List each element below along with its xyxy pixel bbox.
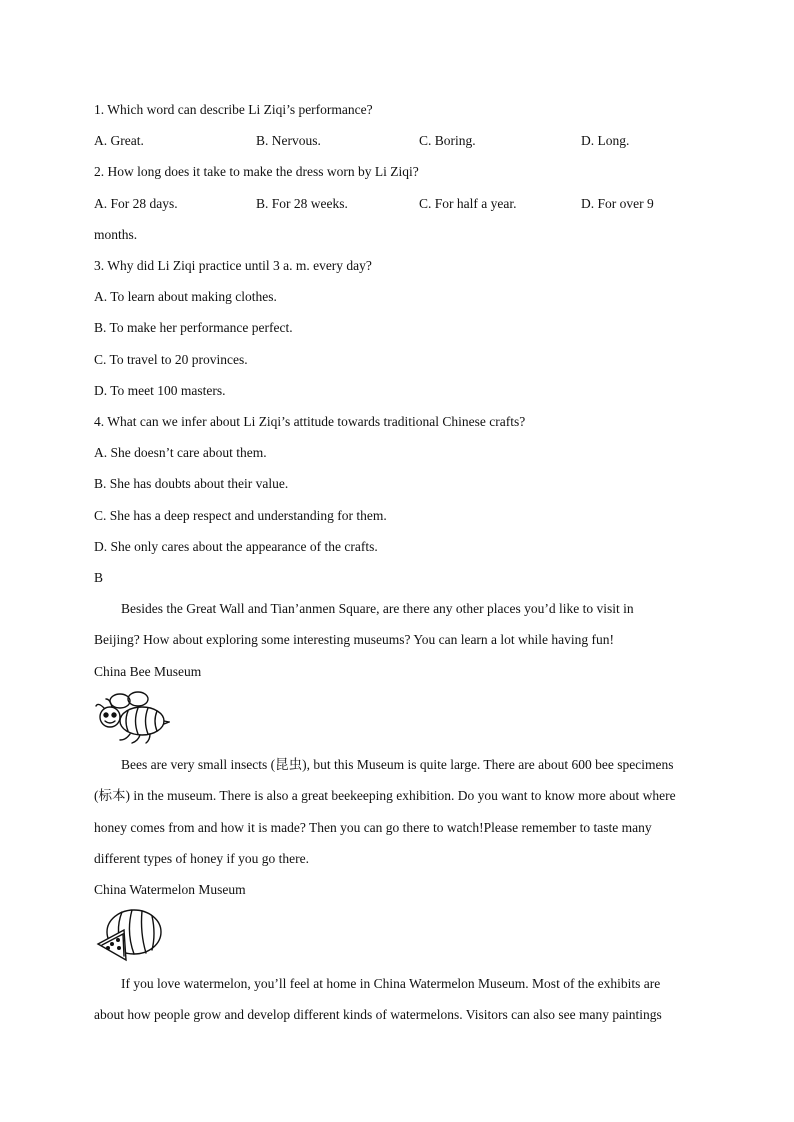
q1-option-c: C. Boring.	[419, 133, 476, 148]
bee-text-line-1: Bees are very small insects (昆虫), but this Museum is quite large. There are about 600 bee specimens	[121, 757, 674, 772]
question-4: 4. What can we infer about Li Ziqi’s attitude towards traditional Chinese crafts?	[94, 414, 526, 429]
watermelon-text-line-2: about how people grow and develop different kinds of watermelons. Visitors can also see many paintings	[94, 1007, 662, 1022]
q4-option-b: B. She has doubts about their value.	[94, 476, 289, 491]
q3-option-d: D. To meet 100 masters.	[94, 383, 226, 398]
q4-option-d: D. She only cares about the appearance of the crafts.	[94, 539, 378, 554]
q4-option-c: C. She has a deep respect and understanding for them.	[94, 508, 387, 523]
q2-option-d-wrap: months.	[94, 227, 138, 242]
watermelon-text-line-1: If you love watermelon, you’ll feel at home in China Watermelon Museum. Most of the exhibits are	[121, 976, 661, 991]
q1-option-b: B. Nervous.	[256, 133, 321, 148]
q3-option-c: C. To travel to 20 provinces.	[94, 352, 248, 367]
intro-line-1: Besides the Great Wall and Tian’anmen Square, are there any other places you’d like to visit in	[121, 601, 634, 616]
bee-text-line-2: (标本) in the museum. There is also a great beekeeping exhibition. Do you want to know more about where	[94, 788, 676, 803]
question-2: 2. How long does it take to make the dress worn by Li Ziqi?	[94, 164, 419, 179]
watermelon-illustration-icon	[94, 906, 164, 966]
q2-option-d: D. For over 9	[581, 196, 654, 211]
q1-option-a: A. Great.	[94, 133, 144, 148]
bee-text-line-3: honey comes from and how it is made? Then you can go there to watch!Please remember to taste many	[94, 820, 652, 835]
bee-illustration-icon	[94, 689, 170, 745]
q3-option-b: B. To make her performance perfect.	[94, 320, 293, 335]
q2-option-a: A. For 28 days.	[94, 196, 178, 211]
q1-option-d: D. Long.	[581, 133, 630, 148]
section-b-label: B	[94, 570, 104, 585]
q4-option-a: A. She doesn’t care about them.	[94, 445, 267, 460]
q2-option-c: C. For half a year.	[419, 196, 517, 211]
question-1: 1. Which word can describe Li Ziqi’s performance?	[94, 102, 373, 117]
intro-line-2: Beijing? How about exploring some interesting museums? You can learn a lot while having fun!	[94, 632, 615, 647]
q2-option-b: B. For 28 weeks.	[256, 196, 348, 211]
watermelon-museum-title: China Watermelon Museum	[94, 882, 246, 897]
bee-text-line-4: different types of honey if you go there.	[94, 851, 309, 866]
question-3: 3. Why did Li Ziqi practice until 3 a. m. every day?	[94, 258, 372, 273]
q3-option-a: A. To learn about making clothes.	[94, 289, 277, 304]
bee-museum-title: China Bee Museum	[94, 664, 202, 679]
